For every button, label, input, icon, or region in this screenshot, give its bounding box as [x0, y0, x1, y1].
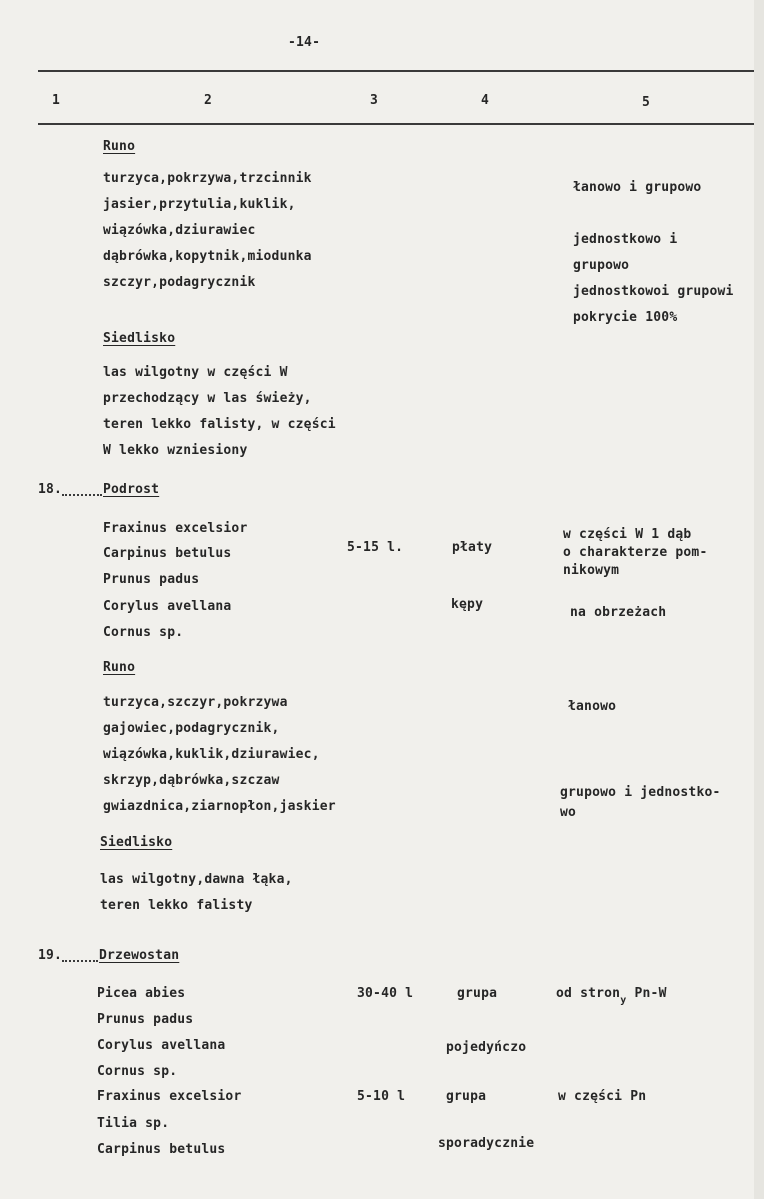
- text-line: W lekko wzniesiony: [103, 443, 248, 458]
- form-value: pojedyńczo: [446, 1040, 527, 1055]
- note-line: łanowo: [568, 699, 617, 714]
- text-line: szczyr,podagrycznik: [103, 275, 256, 290]
- column-header-2: 2: [204, 93, 213, 108]
- note-line: w części W 1 dąb: [563, 527, 692, 542]
- note-text: Pn-W: [634, 986, 667, 1001]
- section-heading-runo: Runo: [103, 139, 136, 154]
- text-line: jasier,przytulia,kuklik,: [103, 197, 296, 212]
- section-heading-drzewostan: Drzewostan: [99, 948, 180, 963]
- section-heading-runo: Runo: [103, 660, 136, 675]
- text-line: Fraxinus excelsior: [103, 521, 248, 536]
- text-line: gajowiec,podagrycznik,: [103, 721, 280, 736]
- note-line: grupowo: [573, 258, 630, 273]
- note-line: o charakterze pom-: [563, 545, 708, 560]
- text-line: Prunus padus: [103, 572, 200, 587]
- text-line: Carpinus betulus: [97, 1142, 226, 1157]
- form-value: grupa: [457, 986, 498, 1001]
- text-line: Corylus avellana: [97, 1038, 226, 1053]
- text-line: Cornus sp.: [97, 1064, 178, 1079]
- text-line: Picea abies: [97, 986, 186, 1001]
- section-heading-podrost: Podrost: [103, 482, 160, 497]
- note-line: łanowo i grupowo: [573, 180, 702, 195]
- text-line: skrzyp,dąbrówka,szczaw: [103, 773, 280, 788]
- text-line: las wilgotny w części W: [103, 365, 288, 380]
- text-line: Carpinus betulus: [103, 546, 232, 561]
- note-subscript: y: [620, 995, 627, 1006]
- text-line: teren lekko falisty, w części: [103, 417, 336, 432]
- column-header-4: 4: [481, 93, 490, 108]
- height-value: 5-15 l.: [347, 540, 404, 555]
- text-line: Cornus sp.: [103, 625, 184, 640]
- header-rule-bottom: [38, 123, 754, 125]
- text-line: turzyca,pokrzywa,trzcinnik: [103, 171, 312, 186]
- note-line: wo: [560, 805, 577, 820]
- text-line: Prunus padus: [97, 1012, 194, 1027]
- text-line: teren lekko falisty: [100, 898, 253, 913]
- note-line: grupowo i jednostko-: [560, 785, 721, 800]
- note-line: w części Pn: [558, 1089, 647, 1104]
- note-line: nikowym: [563, 563, 620, 578]
- page-number: -14-: [288, 35, 321, 50]
- entry-leader: [62, 960, 98, 962]
- entry-number: 18.: [38, 482, 63, 497]
- text-line: dąbrówka,kopytnik,miodunka: [103, 249, 312, 264]
- height-value: 5-10 l: [357, 1089, 406, 1104]
- height-value: 30-40 l: [357, 986, 414, 1001]
- header-rule-top: [38, 70, 754, 72]
- text-line: las wilgotny,dawna łąka,: [100, 872, 293, 887]
- note-line: [556, 986, 667, 1006]
- note-line: jednostkowo i: [573, 232, 678, 247]
- text-line: wiązówka,kuklik,dziurawiec,: [103, 747, 320, 762]
- form-value: kępy: [451, 597, 484, 612]
- section-heading-siedlisko: Siedlisko: [103, 331, 176, 346]
- entry-number: 19.: [38, 948, 63, 963]
- text-line: gwiazdnica,ziarnopłon,jaskier: [103, 799, 336, 814]
- text-line: turzyca,szczyr,pokrzywa: [103, 695, 288, 710]
- text-line: Fraxinus excelsior: [97, 1089, 242, 1104]
- text-line: Corylus avellana: [103, 599, 232, 614]
- form-value: grupa: [446, 1089, 487, 1104]
- column-header-5: 5: [642, 95, 651, 110]
- form-value: sporadycznie: [438, 1136, 535, 1151]
- column-header-1: 1: [52, 93, 61, 108]
- text-line: wiązówka,dziurawiec: [103, 223, 256, 238]
- note-text: od stron: [556, 986, 621, 1001]
- note-line: pokrycie 100%: [573, 310, 678, 325]
- note-line: jednostkowoi grupowi: [573, 284, 734, 299]
- note-line: na obrzeżach: [570, 605, 667, 620]
- entry-leader: [62, 494, 102, 496]
- column-header-3: 3: [370, 93, 379, 108]
- form-value: płaty: [452, 540, 493, 555]
- text-line: przechodzący w las świeży,: [103, 391, 312, 406]
- page-edge: [754, 0, 764, 1199]
- text-line: Tilia sp.: [97, 1116, 170, 1131]
- section-heading-siedlisko: Siedlisko: [100, 835, 173, 850]
